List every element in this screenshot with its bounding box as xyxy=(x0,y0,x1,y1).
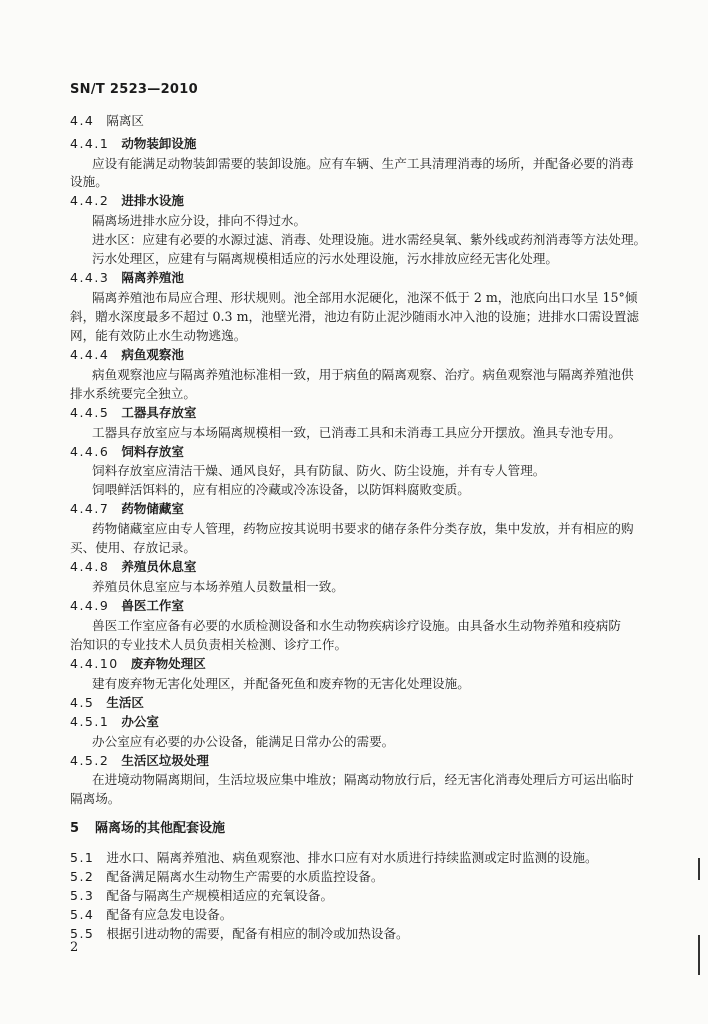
section-title: 兽医工作室 xyxy=(121,598,184,613)
section-4-5-heading xyxy=(70,695,144,711)
section-number: 4.4.6 xyxy=(70,444,110,459)
section-title: 废弃物处理区 xyxy=(130,656,206,671)
section-number: 4.4.4 xyxy=(70,347,110,362)
page-number: 2 xyxy=(70,940,79,955)
paragraph-continuation: 设施。 xyxy=(70,174,108,189)
section-4-5-2-heading xyxy=(70,753,209,769)
paragraph: 饲喂鲜活饵料的，应有相应的冷藏或冷冻设备，以防饵料腐败变质。 xyxy=(92,482,470,497)
clause-number: 5.5 xyxy=(70,926,95,941)
section-number: 4.4 xyxy=(70,113,95,128)
scan-edge-mark xyxy=(698,858,700,880)
section-4-4-9-heading xyxy=(70,598,184,614)
paragraph: 饲料存放室应清洁干燥、通风良好，具有防鼠、防火、防尘设施，并有专人管理。 xyxy=(92,463,546,478)
chapter-5-heading xyxy=(70,821,225,837)
section-number: 4.4.8 xyxy=(70,559,110,574)
clause-text: 根据引进动物的需要，配备有相应的制冷或加热设备。 xyxy=(106,926,409,941)
section-title: 隔离养殖池 xyxy=(121,270,184,285)
paragraph-continuation: 排水系统要完全独立。 xyxy=(70,386,196,401)
clause-number: 5.3 xyxy=(70,888,95,903)
clause-number: 5.1 xyxy=(70,850,95,865)
section-4-4-4-heading xyxy=(70,347,184,363)
section-title: 病鱼观察池 xyxy=(121,347,184,362)
paragraph: 兽医工作室应备有必要的水质检测设备和水生动物疾病诊疗设施。由具备水生动物养殖和疫病防 xyxy=(92,618,621,633)
paragraph: 在进境动物隔离期间，生活垃圾应集中堆放；隔离动物放行后，经无害化消毒处理后方可运出临时 xyxy=(92,772,634,787)
section-4-4-1-heading xyxy=(70,136,196,152)
section-4-4-10-heading xyxy=(70,656,206,672)
section-4-5-1-heading xyxy=(70,714,159,730)
clause-text: 配备与隔离生产规模相适应的充氧设备。 xyxy=(106,888,334,903)
paragraph-continuation: 网，能有效防止水生动物逃逸。 xyxy=(70,328,247,343)
section-title: 工器具存放室 xyxy=(121,405,197,420)
chapter-title: 隔离场的其他配套设施 xyxy=(95,821,226,836)
paragraph: 药物储藏室应由专人管理，药物应按其说明书要求的储存条件分类存放，集中发放，并有相应的购 xyxy=(92,521,634,536)
section-title: 办公室 xyxy=(121,714,159,729)
paragraph: 办公室应有必要的办公设备，能满足日常办公的需要。 xyxy=(92,734,395,749)
standard-code-header: SN/T 2523—2010 xyxy=(70,82,198,97)
paragraph: 应设有能满足动物装卸需要的装卸设施。应有车辆、生产工具清理消毒的场所，并配备必要的消毒 xyxy=(92,156,634,171)
section-number: 4.4.5 xyxy=(70,405,110,420)
section-4-4-6-heading xyxy=(70,444,184,460)
section-4-4-2-heading xyxy=(70,193,184,209)
section-title: 动物装卸设施 xyxy=(121,136,197,151)
chapter-number: 5 xyxy=(70,821,80,836)
paragraph: 污水处理区，应建有与隔离规模相适应的污水处理设施，污水排放应经无害化处理。 xyxy=(92,251,558,266)
section-title: 饲料存放室 xyxy=(121,444,184,459)
section-4-4-5-heading xyxy=(70,405,196,421)
paragraph: 隔离场进排水应分设，排向不得过水。 xyxy=(92,213,307,228)
clause-5-2 xyxy=(70,869,383,885)
paragraph: 进水区：应建有必要的水源过滤、消毒、处理设施。进水需经臭氧、紫外线或药剂消毒等方法处理。 xyxy=(92,232,647,247)
paragraph-continuation: 治知识的专业技术人员负责相关检测、诊疗工作。 xyxy=(70,637,348,652)
paragraph: 隔离养殖池布局应合理、形状规则。池全部用水泥硬化，池深不低于 2 m，池底向出口水呈 15°倾 xyxy=(92,290,638,305)
scan-edge-mark xyxy=(698,935,700,975)
section-number: 4.4.1 xyxy=(70,136,110,151)
section-number: 4.4.2 xyxy=(70,193,110,208)
clause-text: 进水口、隔离养殖池、病鱼观察池、排水口应有对水质进行持续监测或定时监测的设施。 xyxy=(106,850,598,865)
section-title: 生活区垃圾处理 xyxy=(121,753,209,768)
section-number: 4.4.9 xyxy=(70,598,110,613)
section-number: 4.5.2 xyxy=(70,753,110,768)
section-4-4-heading xyxy=(70,113,144,129)
paragraph: 病鱼观察池应与隔离养殖池标准相一致，用于病鱼的隔离观察、治疗。病鱼观察池与隔离养殖池供 xyxy=(92,367,634,382)
section-title: 隔离区 xyxy=(106,113,144,128)
paragraph-continuation: 斜，贈水深度最多不超过 0.3 m，池壁光滑，池边有防止泥沙随雨水冲入池的设施；进排水口需设置滤 xyxy=(70,309,639,324)
section-4-4-8-heading xyxy=(70,559,196,575)
section-number: 4.5.1 xyxy=(70,714,110,729)
section-number: 4.4.3 xyxy=(70,270,110,285)
clause-number: 5.2 xyxy=(70,869,95,884)
section-number: 4.4.7 xyxy=(70,501,110,516)
section-4-4-3-heading xyxy=(70,270,184,286)
section-number: 4.4.10 xyxy=(70,656,119,671)
paragraph-continuation: 隔离场。 xyxy=(70,791,121,806)
section-4-4-7-heading xyxy=(70,501,184,517)
paragraph: 建有废弃物无害化处理区，并配备死鱼和废弃物的无害化处理设施。 xyxy=(92,676,470,691)
paragraph: 养殖员休息室应与本场养殖人员数量相一致。 xyxy=(92,579,344,594)
clause-text: 配备有应急发电设备。 xyxy=(106,907,233,922)
clause-number: 5.4 xyxy=(70,907,95,922)
section-title: 养殖员休息室 xyxy=(121,559,197,574)
paragraph: 工器具存放室应与本场隔离规模相一致，已消毒工具和未消毒工具应分开摆放。渔具专池专用。 xyxy=(92,425,621,440)
clause-5-1 xyxy=(70,850,598,866)
section-title: 生活区 xyxy=(106,695,144,710)
clause-5-4 xyxy=(70,907,232,923)
section-title: 进排水设施 xyxy=(121,193,184,208)
clause-5-3 xyxy=(70,888,333,904)
section-number: 4.5 xyxy=(70,695,95,710)
clause-5-5 xyxy=(70,926,409,942)
section-title: 药物储藏室 xyxy=(121,501,184,516)
clause-text: 配备满足隔离水生动物生产需要的水质监控设备。 xyxy=(106,869,384,884)
paragraph-continuation: 买、使用、存放记录。 xyxy=(70,540,196,555)
